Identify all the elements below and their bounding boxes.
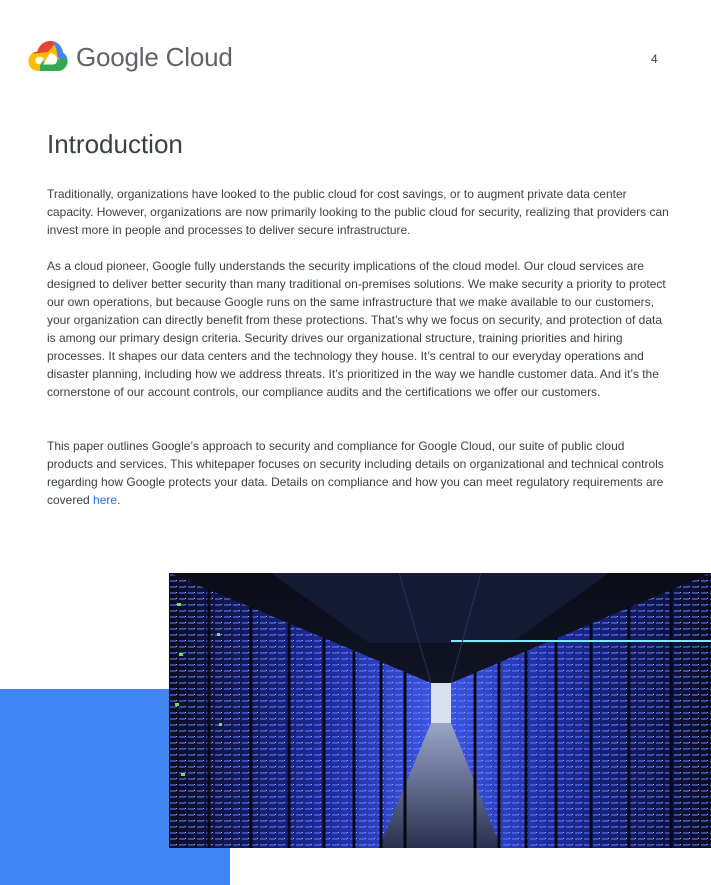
intro-paragraph-1: Traditionally, organizations have looked to the public cloud for cost savings, or to augment private data center capacity. However, organizations are now primarily looking to the public cloud for security, realizing that providers can invest more in people and processes to deliver secure infrastructure. bbox=[47, 187, 669, 237]
intro-paragraph-3-text: This paper outlines Google’s approach to security and compliance for Google Cloud, our suite of public cloud products and services. This whitepaper focuses on security including details on organizational and technical controls regarding how Google protects your data. Details on compliance and how you can meet regulatory requirements are covered bbox=[47, 439, 664, 507]
page-header bbox=[0, 0, 711, 90]
intro-paragraph-3-end: . bbox=[117, 493, 121, 507]
intro-paragraph-3 bbox=[47, 437, 669, 509]
data-center-photo bbox=[169, 573, 711, 848]
google-cloud-logo-icon bbox=[28, 40, 68, 72]
google-cloud-wordmark: Google Cloud bbox=[76, 42, 233, 72]
page-number: 4 bbox=[651, 52, 658, 66]
compliance-here-link[interactable]: here bbox=[93, 493, 118, 507]
intro-paragraph-2: As a cloud pioneer, Google fully understands the security implications of the cloud model. Our cloud services are designed to deliver better security than many traditional on-premises solutions. We make security a priority to protect our own operations, but because Google runs on the same infrastructure that we make available to our customers, your organization can directly benefit from these protections. That’s why we focus on security, and protection of data is among our primary design criteria. Security drives our organizational structure, training priorities and hiring processes. It shapes our data centers and the technology they house. It’s central to our everyday operations and disaster planning, including how we address threats. It’s prioritized in the way we handle customer data. And it’s the cornerstone of our account controls, our compliance audits and the certifications we offer our customers. bbox=[47, 259, 666, 399]
section-title: Introduction bbox=[47, 129, 183, 159]
